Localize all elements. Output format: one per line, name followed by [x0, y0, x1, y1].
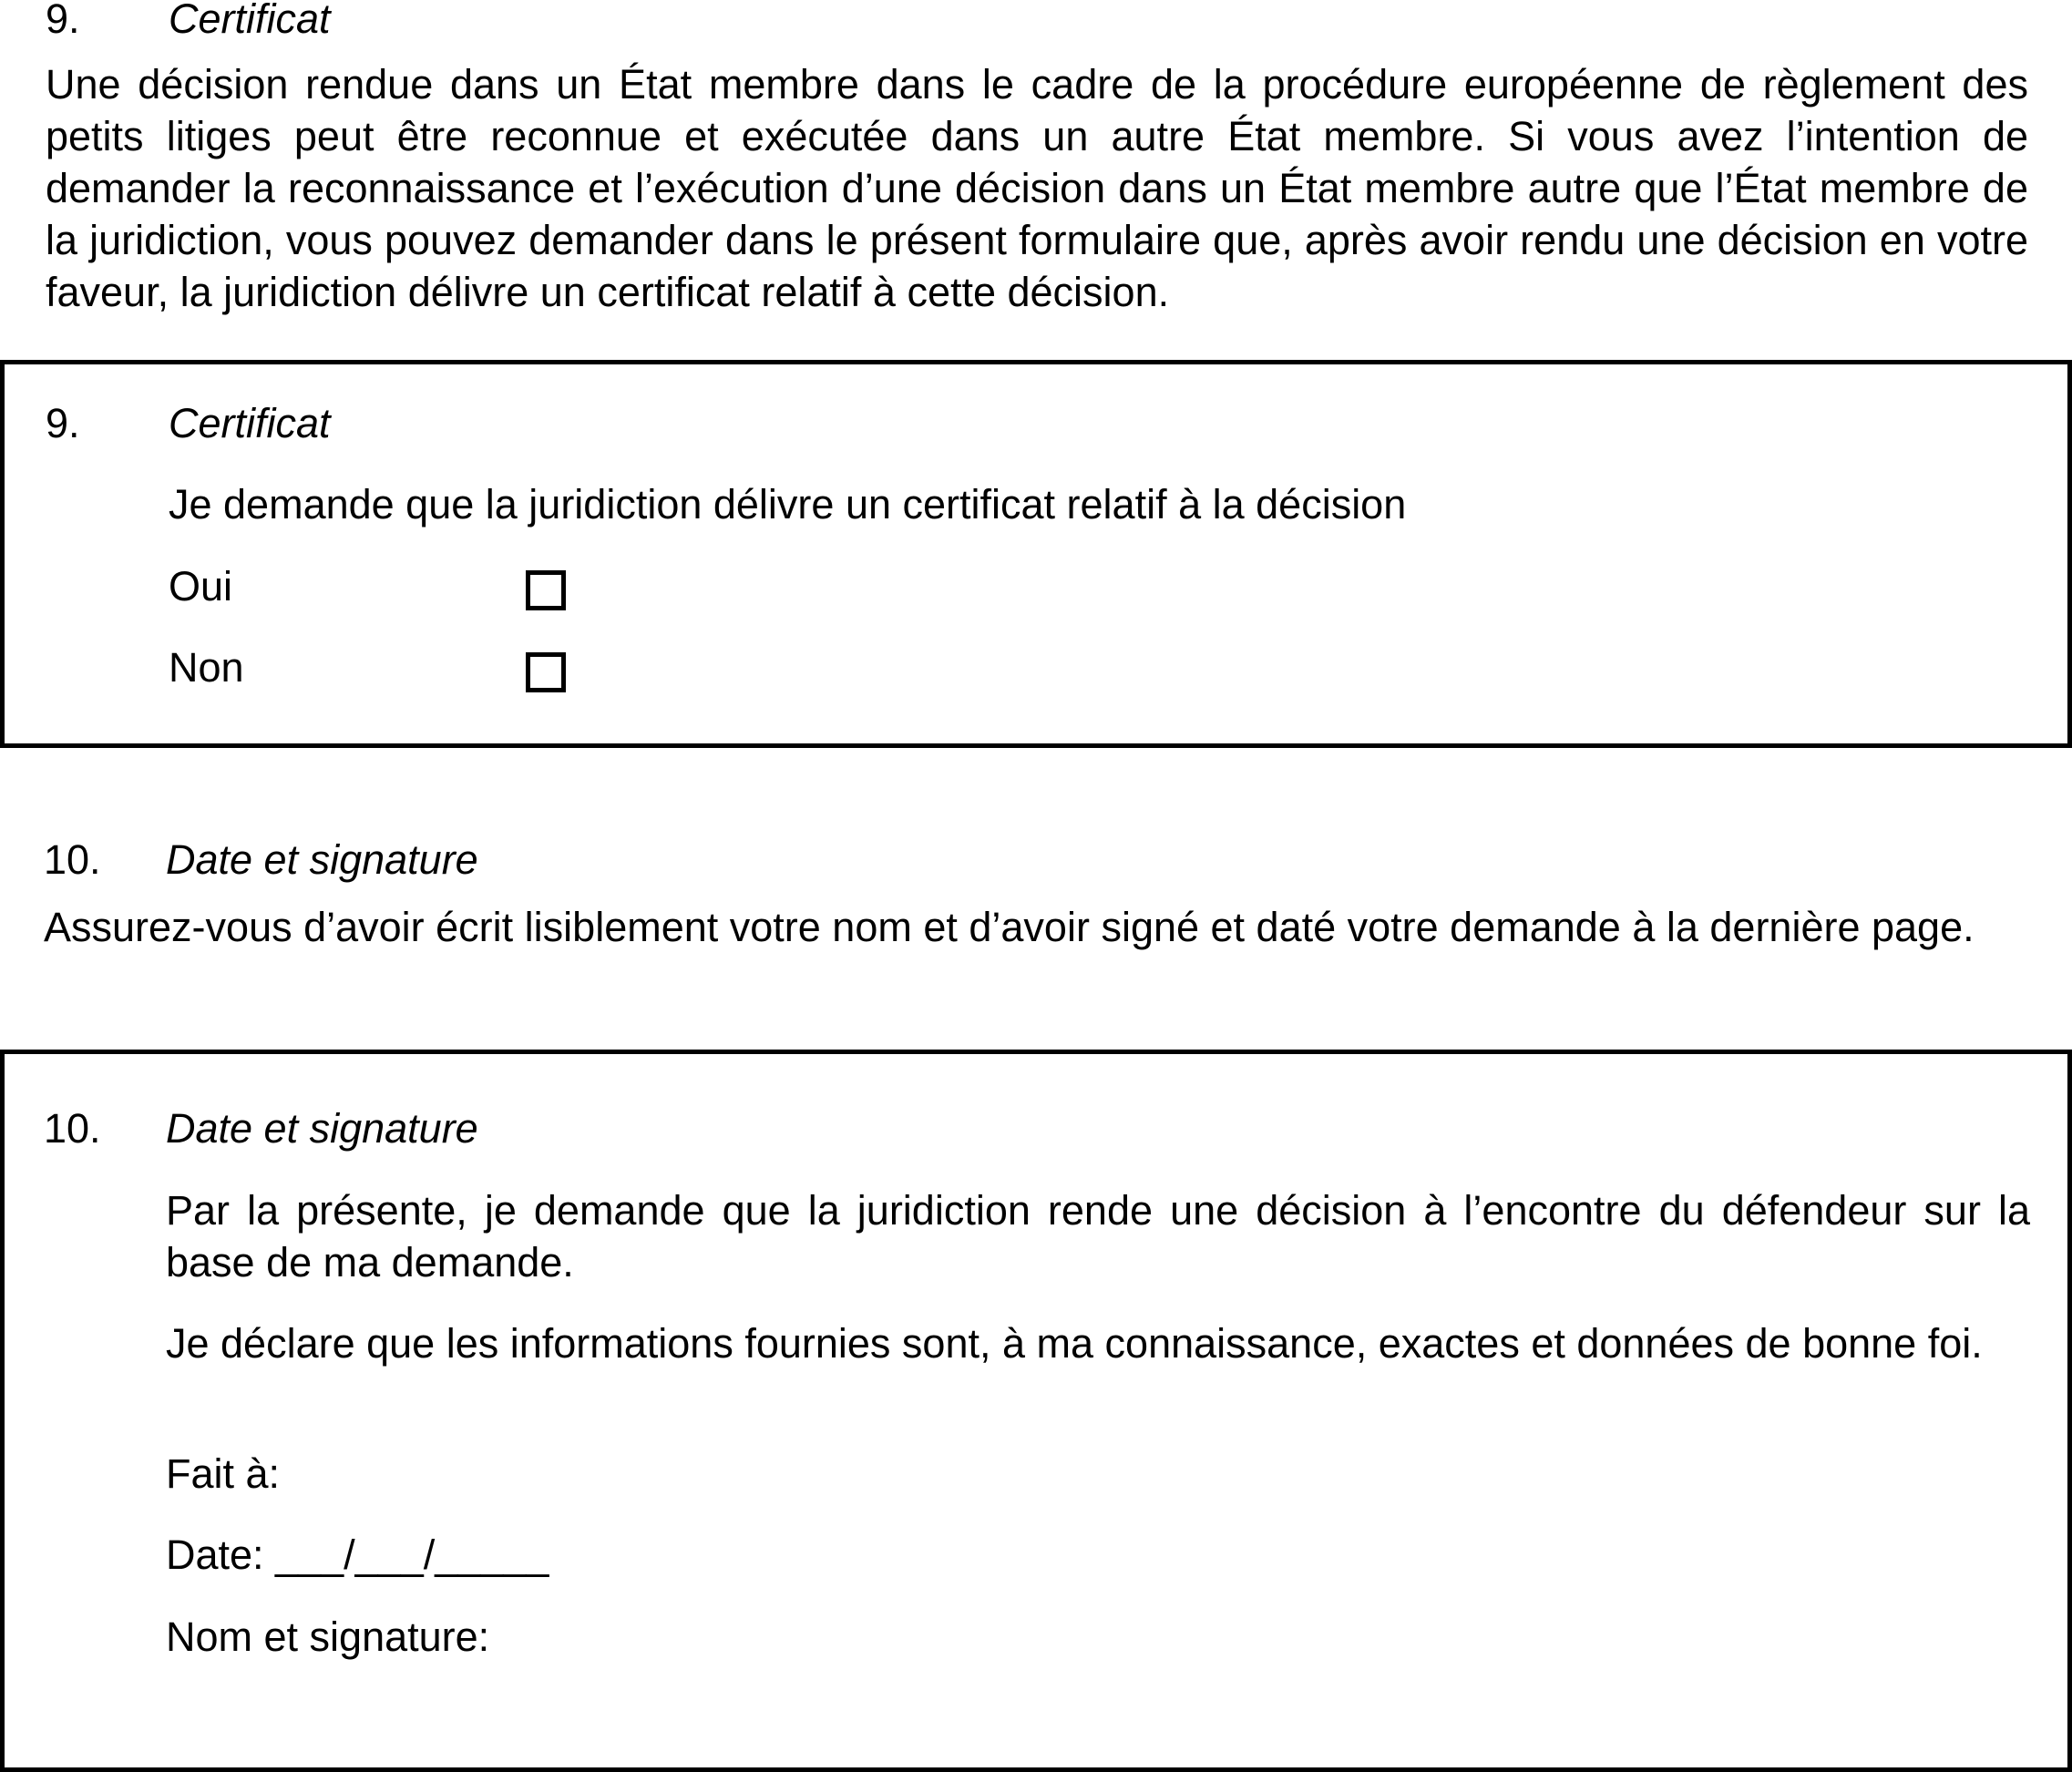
section-9-info-paragraph: Une décision rendue dans un État membre dans le cadre de la procédure européenne de règlement des petits litiges peut être reconnue et exécutée dans un autre État membre. Si vous avez l’intention de demander la reconnaissance et l’exécution d’une décision dans un État membre autre que l’État membre de la juridiction, vous pouvez demander dans le présent formulaire que, après avoir rendu une décision en votre faveur, la juridiction délivre un certificat relatif à cette décision.	[46, 61, 2028, 315]
section-10-title: Date et signature	[166, 836, 478, 883]
certificate-request-text: Je demande que la juridiction délivre un certificat relatif à la décision	[169, 481, 1407, 528]
option-oui-label: Oui	[169, 563, 233, 609]
option-oui-checkbox[interactable]	[526, 570, 566, 610]
declaration-truth-paragraph: Je déclare que les informations fournies sont, à ma connaissance, exactes et données de bonne foi.	[166, 1320, 1983, 1367]
certificate-request-box	[0, 360, 2072, 748]
section-9-title: Certificat	[169, 0, 331, 42]
section-9-form-number: 9.	[46, 400, 80, 446]
section-9-number: 9.	[46, 0, 80, 42]
declaration-request-paragraph: Par la présente, je demande que la juridiction rende une décision à l’encontre du défendeur sur la base de ma demande.	[166, 1187, 2030, 1285]
option-non-label: Non	[169, 644, 244, 691]
option-non-checkbox[interactable]	[526, 652, 566, 692]
section-9-form-title: Certificat	[169, 400, 331, 446]
section-10-form-number: 10.	[44, 1105, 101, 1152]
place-label: Fait à:	[166, 1450, 281, 1497]
name-signature-label: Nom et signature:	[166, 1613, 490, 1660]
section-10-info-paragraph: Assurez-vous d’avoir écrit lisiblement votre nom et d’avoir signé et daté votre demande à la dernière page.	[44, 904, 1975, 950]
section-10-form-title: Date et signature	[166, 1105, 478, 1152]
date-field[interactable]: Date: ___/___/_____	[166, 1531, 549, 1578]
section-10-number: 10.	[44, 836, 101, 883]
date-signature-box	[0, 1050, 2072, 1772]
